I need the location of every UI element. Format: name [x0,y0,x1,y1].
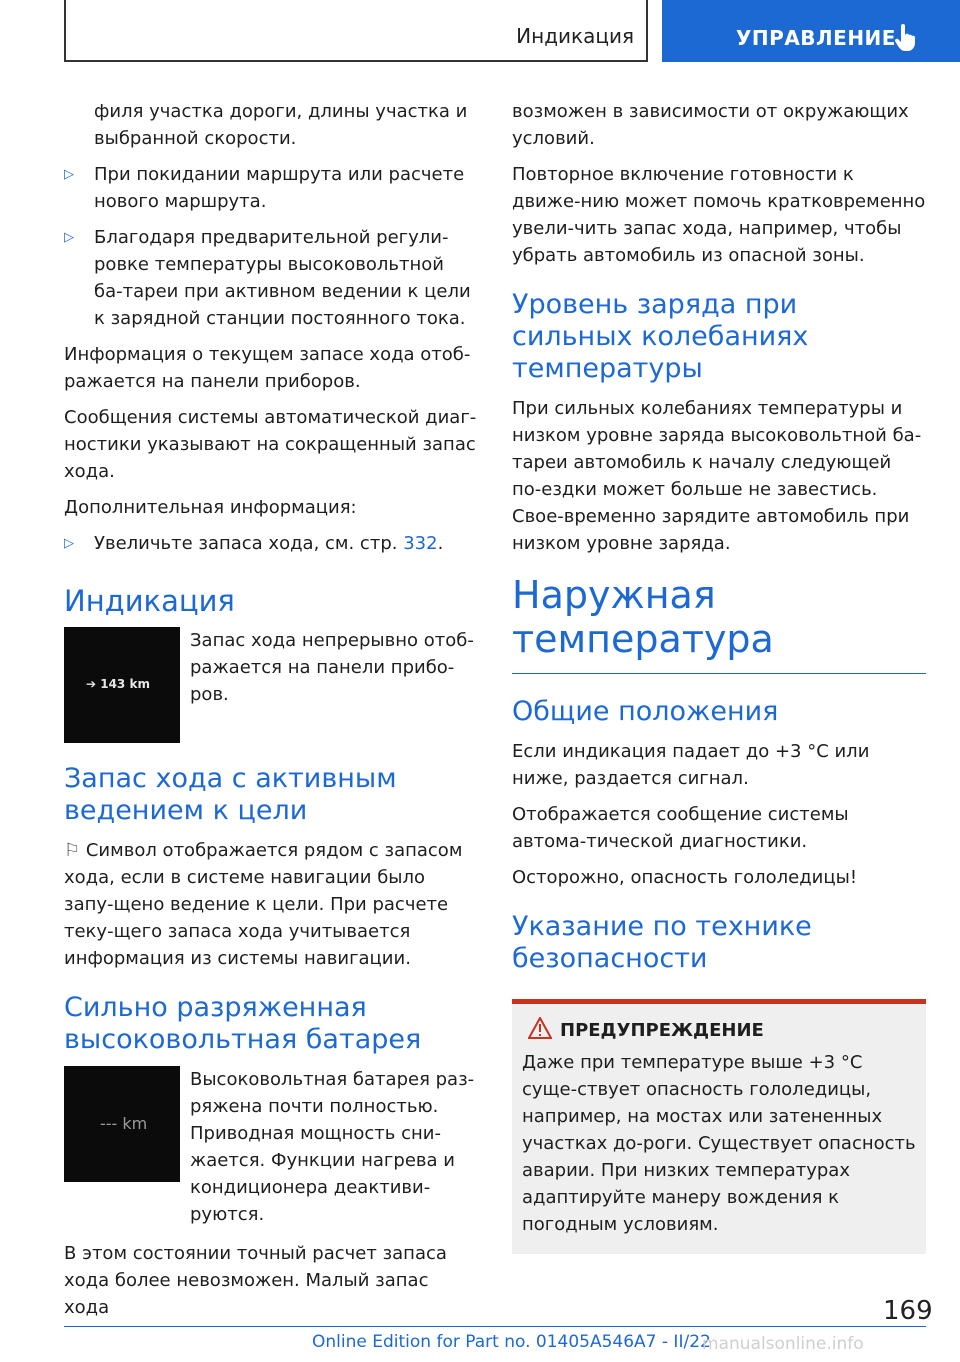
list-item-text: Благодаря предварительной регули‐ровке температуры высоковольтной ба‐тареи при активном ведении к цели к зарядной станции постоянного тока. [94,227,471,329]
list-item [64,224,478,332]
heading-battery: Сильно разряженная высоковольтная батарея [64,992,422,1055]
warning-box [512,999,926,1254]
paragraph: Отображается сообщение системы автома‐тической диагностики. [512,804,849,852]
paragraph: Повторное включение готовности к движе‐нию может помочь кратковременно увели‐чить запас хода, например, чтобы убрать автомобиль из опасной зоны. [512,164,926,266]
page-link[interactable]: 332 [403,533,438,554]
header-section-title: Индикация [516,24,634,48]
list-item-text: При покидании маршрута или расчете нового маршрута. [94,164,465,212]
cluster-screenshot [64,627,180,743]
list-item-text: Увеличьте запаса хода, см. стр. [94,533,398,554]
paragraph: филя участка дороги, длины участка и выбранной скорости. [94,101,468,149]
heading-temp-charge: Уровень заряда при сильных колебаниях температуры [512,289,809,384]
heading-display: Индикация [64,584,235,618]
header-section-tab [64,0,648,62]
paragraph: Осторожно, опасность гололедицы! [512,867,858,888]
paragraph: Дополнительная информация: [64,497,357,518]
punctuation: . [437,533,444,554]
heading-outside-temperature: Наружная температура [512,573,926,674]
warning-text: Даже при температуре выше +3 °C суще‐ствует опасность гололедицы, например, на мостах или затененных участках до‐роги. Существует опасность аварии. При низких температурах адаптируйте манеру вождения к погодным условиям. [522,1052,916,1235]
warning-title [522,1020,916,1041]
cluster-screenshot [64,1066,180,1182]
watermark: manualsonline.info [702,1334,864,1354]
route-flag-icon: ⚐ [64,840,86,861]
paragraph: Если индикация падает до +3 °C или ниже, раздается сигнал. [512,741,870,789]
paragraph: возможен в зависимости от окружающих условий. [512,101,909,149]
paragraph: В этом состоянии точный расчет запаса хода более невозможен. Малый запас хода [64,1243,447,1318]
figure-caption: Запас хода непрерывно отоб‐ражается на панели прибо‐ров. [190,630,474,705]
paragraph: Сообщения системы автоматической диаг‐ностики указывают на сокращенный запас хода. [64,407,477,482]
warning-triangle-icon [528,1017,552,1039]
triangle-bullet-icon: ▷ [64,167,74,182]
paragraph: При сильных колебаниях температуры и низком уровне заряда высоковольтной ба‐тареи автомобиль к началу следующей по‐ездки может больше не завестись. Свое‐временно зарядите автомобиль при низком уровне заряда. [512,398,922,554]
triangle-bullet-icon: ▷ [64,536,74,551]
list-item [64,161,478,215]
hand-pointer-icon [894,24,916,52]
right-column [512,98,926,1254]
range-readout: --- km [100,1114,148,1133]
page-number: 169 [883,1296,933,1326]
list-item [64,530,478,557]
header-chapter-tab[interactable] [662,0,960,62]
warning-title-text: ПРЕДУПРЕЖДЕНИЕ [560,1020,764,1041]
triangle-bullet-icon: ▷ [64,230,74,245]
footer-divider [64,1326,926,1327]
footer-edition: Online Edition for Part no. 01405A546A7 - II/22 [312,1332,711,1352]
figure-low-battery [64,1066,478,1228]
paragraph: ⚐ Символ отображается рядом с запасом хода, если в системе навигации было запу‐щено ведение к цели. При расчете теку‐щего запаса хода учитывается информация из системы навигации. [64,840,463,969]
figure-caption: Высоковольтная батарея раз‐ряжена почти полностью. Приводная мощность сни‐жается. Функции нагрева и кондиционера деактиви‐руются. [190,1069,475,1225]
header-chapter-title: УПРАВЛЕНИЕ [736,26,896,50]
paragraph: Информация о текущем запасе хода отоб‐ражается на панели приборов. [64,344,471,392]
heading-guidance: Запас хода с активным ведением к цели [64,763,397,826]
range-readout: ➔ 143 km [86,677,150,691]
heading-general: Общие положения [512,696,779,727]
heading-safety: Указание по технике безопасности [512,911,812,974]
left-column [64,98,478,1330]
figure-range-display [64,627,478,743]
